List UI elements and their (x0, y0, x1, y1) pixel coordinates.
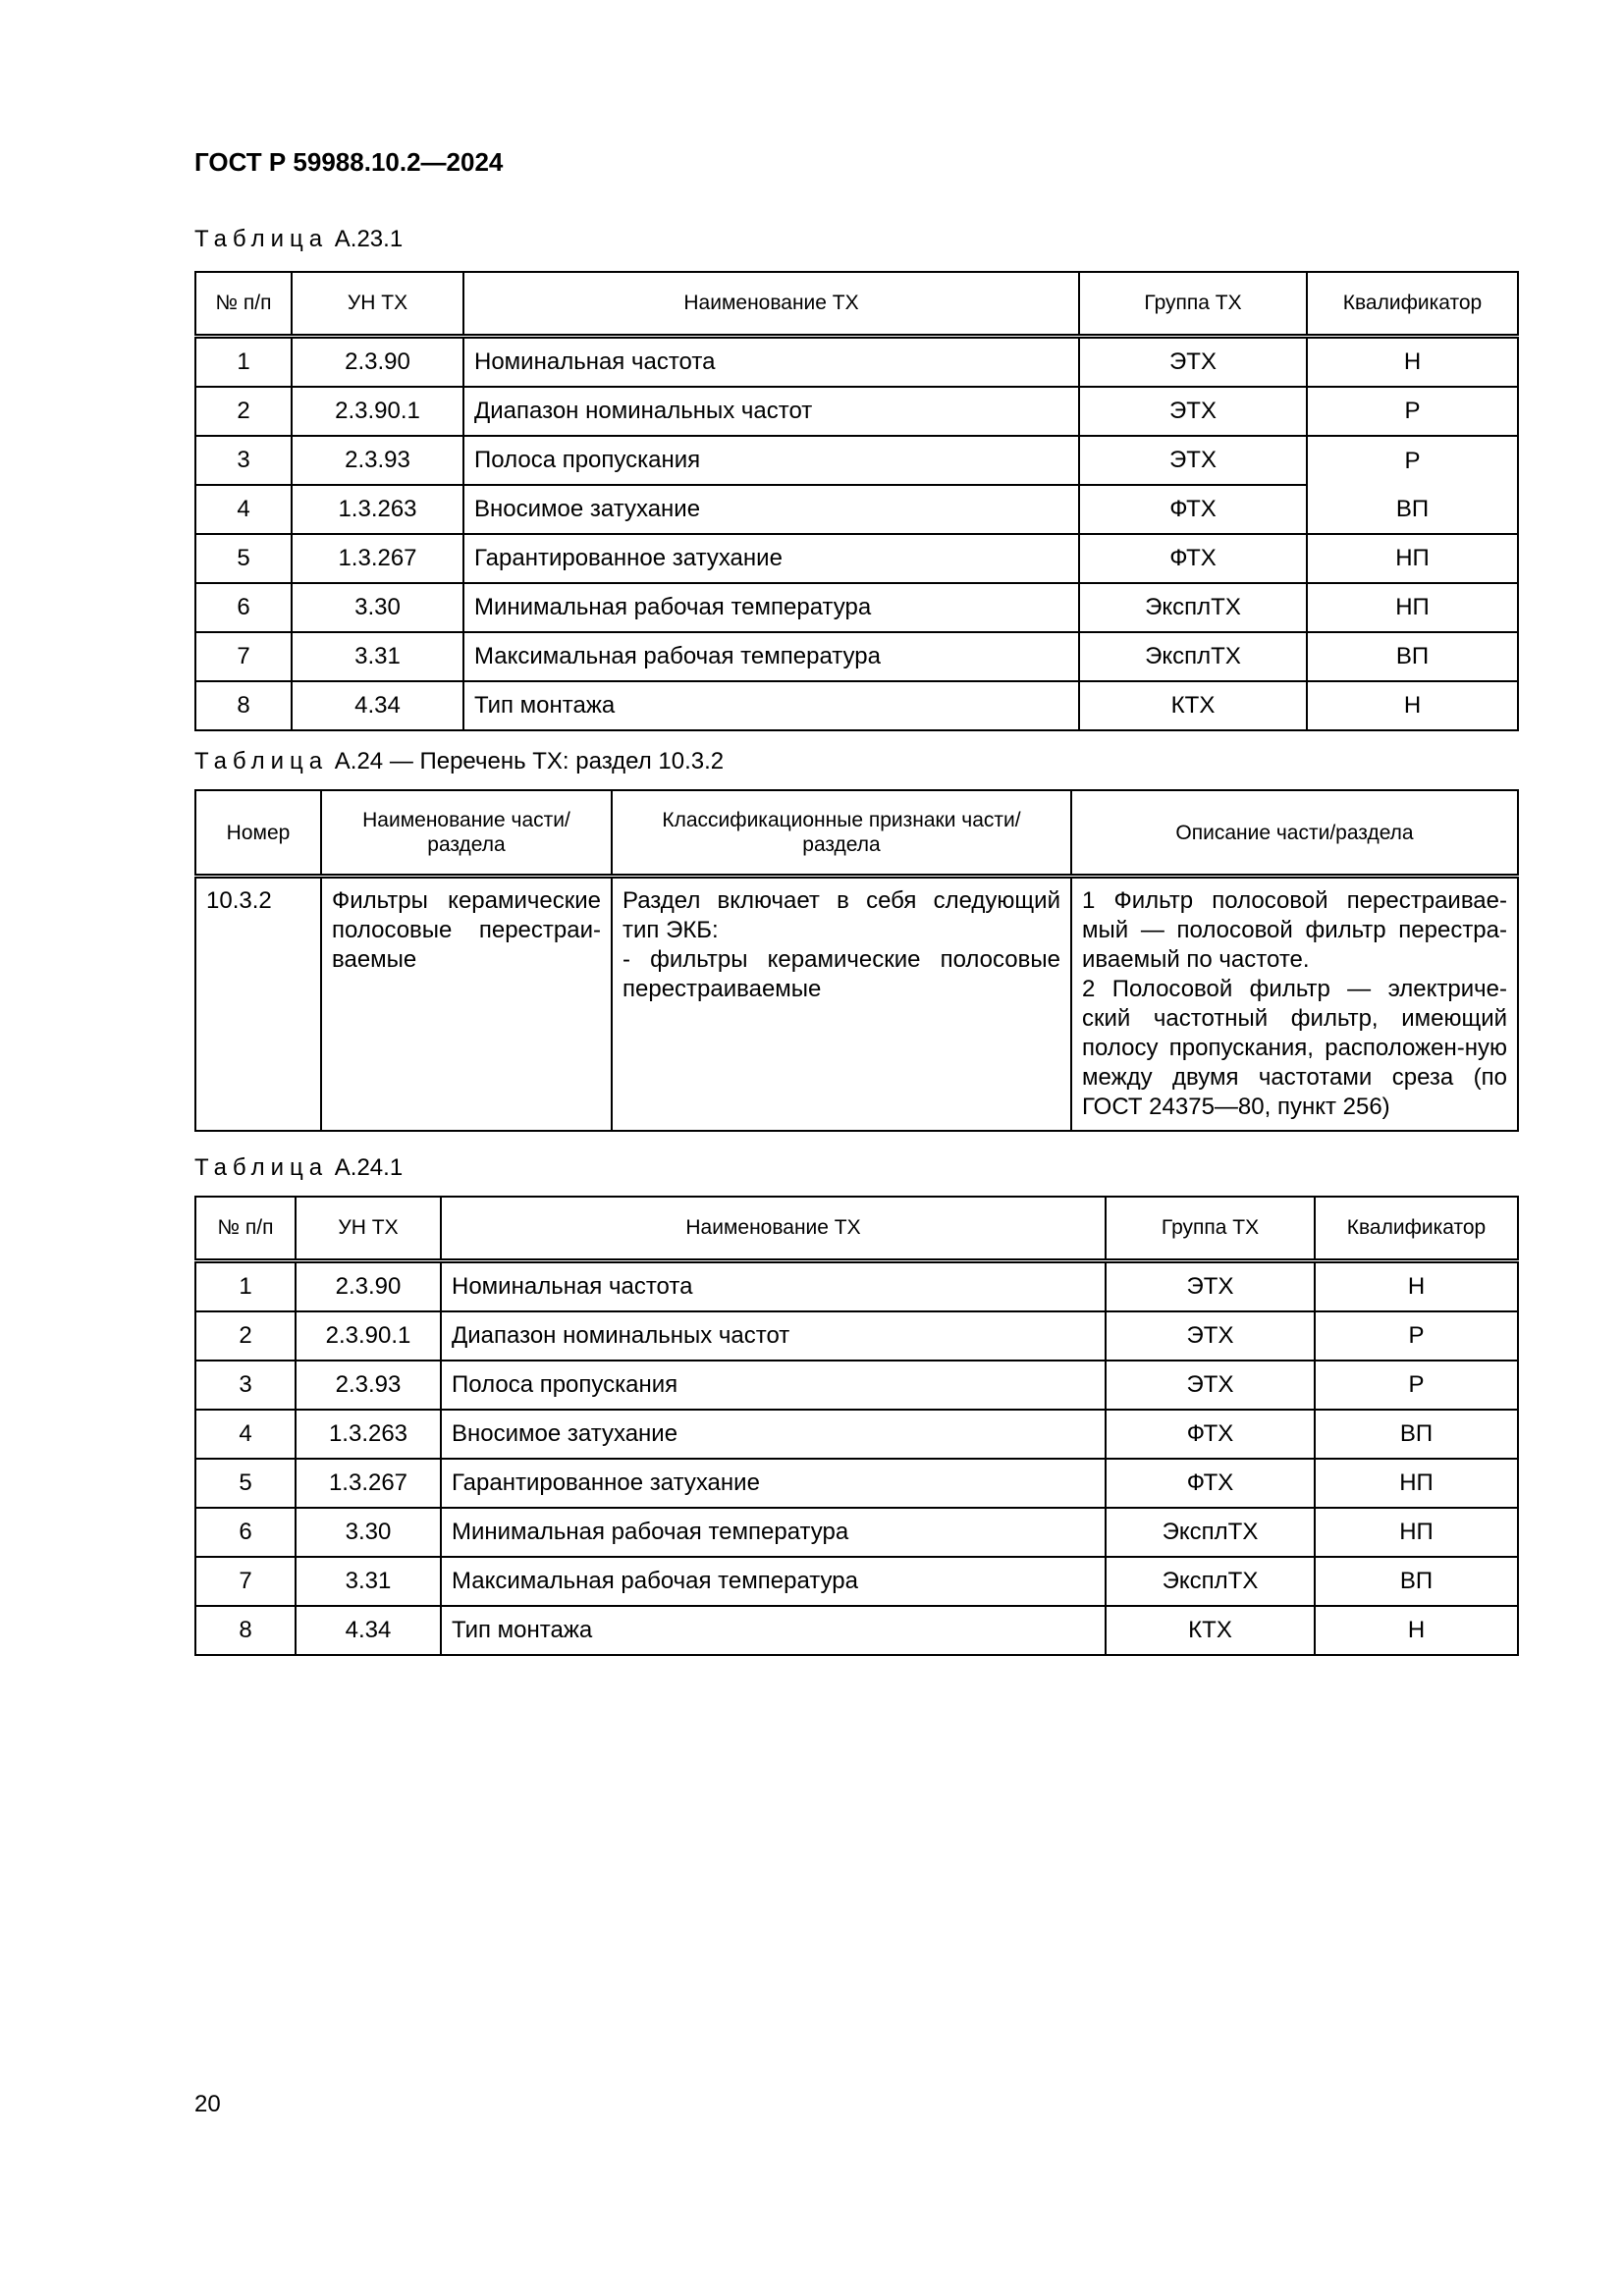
cell-code: 3.30 (292, 583, 463, 632)
classification-line: - фильтры керамические полосовые перестраиваемые (623, 946, 1060, 1002)
cell-code: 3.30 (296, 1508, 441, 1557)
cell-name: Номинальная частота (463, 337, 1079, 388)
cell-name: Гарантированное затухание (463, 534, 1079, 583)
table-row (195, 583, 1518, 632)
cell-name: Максимальная рабочая температура (441, 1557, 1106, 1606)
table-row (195, 337, 1518, 388)
cell-number: 6 (195, 583, 292, 632)
table-row (195, 1410, 1518, 1459)
cell-name: Минимальная рабочая температура (441, 1508, 1106, 1557)
table-a24-1-caption (194, 1154, 403, 1182)
cell-group: ЭТХ (1106, 1361, 1315, 1410)
cell-description (1071, 877, 1518, 1132)
cell-code: 3.31 (296, 1557, 441, 1606)
col-header-number: Номер (195, 790, 321, 877)
cell-group: ЭксплТХ (1106, 1557, 1315, 1606)
cell-number: 7 (195, 632, 292, 681)
table-header-row (195, 1197, 1518, 1261)
table-header-row (195, 790, 1518, 877)
table-row (195, 1459, 1518, 1508)
table-row (195, 1261, 1518, 1312)
cell-number: 5 (195, 1459, 296, 1508)
cell-group: ЭТХ (1079, 337, 1307, 388)
col-header-part-name: Наименование части/ раздела (321, 790, 612, 877)
caption-title: А.24 — Перечень ТХ: раздел 10.3.2 (334, 748, 725, 774)
table-row (195, 436, 1518, 485)
col-header-name: Наименование ТХ (441, 1197, 1106, 1261)
cell-code: 2.3.93 (292, 436, 463, 485)
cell-qualifier: Р (1307, 387, 1518, 436)
table-row (195, 485, 1518, 534)
col-header-name: Наименование ТХ (463, 272, 1079, 337)
cell-qualifier: ВП (1307, 632, 1518, 681)
cell-group: ЭксплТХ (1079, 632, 1307, 681)
col-header-number: № п/п (195, 1197, 296, 1261)
table-row (195, 632, 1518, 681)
col-header-qualifier: Квалификатор (1315, 1197, 1518, 1261)
cell-group: ЭТХ (1106, 1311, 1315, 1361)
cell-group: ЭксплТХ (1106, 1508, 1315, 1557)
cell-number: 2 (195, 1311, 296, 1361)
page-number: 20 (194, 2091, 221, 2117)
cell-code: 1.3.267 (292, 534, 463, 583)
caption-word: Таблица (194, 226, 329, 252)
caption-word: Таблица (194, 1154, 329, 1181)
col-header-description: Описание части/раздела (1071, 790, 1518, 877)
cell-number: 3 (195, 1361, 296, 1410)
table-a24-1 (194, 1196, 1519, 1656)
cell-qualifier: НП (1307, 583, 1518, 632)
table-row (195, 534, 1518, 583)
col-header-qualifier: Квалификатор (1307, 272, 1518, 337)
table-header-row (195, 272, 1518, 337)
table-row (195, 1606, 1518, 1655)
table-a23-1-caption (194, 226, 403, 253)
caption-word: Таблица (194, 748, 329, 774)
cell-name: Тип монтажа (441, 1606, 1106, 1655)
col-header-classification: Классификационные признаки части/ раздела (612, 790, 1071, 877)
cell-qualifier: Р (1307, 436, 1518, 485)
cell-qualifier: Р (1315, 1361, 1518, 1410)
cell-group: ЭТХ (1079, 436, 1307, 485)
cell-name: Гарантированное затухание (441, 1459, 1106, 1508)
cell-group: КТХ (1106, 1606, 1315, 1655)
cell-name: Полоса пропускания (463, 436, 1079, 485)
cell-code: 4.34 (292, 681, 463, 730)
description-line: 2 Полосовой фильтр — электриче-ский частотный фильтр, имеющий полосу пропускания, расположен-ную между двумя частотами среза (по ГОСТ 24375—80, пункт 256) (1082, 976, 1507, 1120)
cell-qualifier: Н (1307, 681, 1518, 730)
cell-code: 2.3.93 (296, 1361, 441, 1410)
caption-number: А.24.1 (334, 1154, 404, 1181)
cell-name: Вносимое затухание (441, 1410, 1106, 1459)
cell-number: 1 (195, 337, 292, 388)
table-a24-caption (194, 748, 724, 775)
cell-number: 10.3.2 (195, 877, 321, 1132)
cell-qualifier: ВП (1315, 1410, 1518, 1459)
cell-code: 3.31 (292, 632, 463, 681)
cell-qualifier: ВП (1307, 485, 1518, 534)
cell-qualifier: НП (1307, 534, 1518, 583)
cell-name: Минимальная рабочая температура (463, 583, 1079, 632)
cell-name: Тип монтажа (463, 681, 1079, 730)
table-a23-1 (194, 271, 1519, 731)
col-header-number: № п/п (195, 272, 292, 337)
table-row (195, 1361, 1518, 1410)
cell-name: Номинальная частота (441, 1261, 1106, 1312)
table-row (195, 1508, 1518, 1557)
description-line: 1 Фильтр полосовой перестраивае-мый — полосовой фильтр перестра-иваемый по частоте. (1082, 887, 1507, 973)
cell-group: ФТХ (1106, 1459, 1315, 1508)
table-row (195, 681, 1518, 730)
cell-number: 1 (195, 1261, 296, 1312)
col-header-code: УН ТХ (296, 1197, 441, 1261)
cell-group: ЭксплТХ (1079, 583, 1307, 632)
cell-group: ФТХ (1079, 534, 1307, 583)
cell-code: 1.3.267 (296, 1459, 441, 1508)
cell-qualifier: Н (1307, 337, 1518, 388)
cell-code: 2.3.90.1 (296, 1311, 441, 1361)
col-header-group: Группа ТХ (1106, 1197, 1315, 1261)
cell-number: 5 (195, 534, 292, 583)
cell-qualifier: НП (1315, 1508, 1518, 1557)
caption-number: А.23.1 (334, 226, 404, 252)
cell-part-name: Фильтры керамические полосовые перестраи-ваемые (321, 877, 612, 1132)
cell-name: Полоса пропускания (441, 1361, 1106, 1410)
table-row (195, 1311, 1518, 1361)
col-header-code: УН ТХ (292, 272, 463, 337)
cell-name: Диапазон номинальных частот (441, 1311, 1106, 1361)
cell-code: 2.3.90 (292, 337, 463, 388)
col-header-group: Группа ТХ (1079, 272, 1307, 337)
cell-code: 2.3.90 (296, 1261, 441, 1312)
cell-code: 1.3.263 (292, 485, 463, 534)
cell-code: 4.34 (296, 1606, 441, 1655)
cell-code: 2.3.90.1 (292, 387, 463, 436)
cell-number: 8 (195, 1606, 296, 1655)
cell-group: ФТХ (1079, 485, 1307, 534)
classification-line: Раздел включает в себя следующий тип ЭКБ: (623, 887, 1060, 943)
table-a24 (194, 789, 1519, 1132)
cell-qualifier: Н (1315, 1261, 1518, 1312)
cell-classification (612, 877, 1071, 1132)
cell-number: 8 (195, 681, 292, 730)
cell-number: 4 (195, 485, 292, 534)
cell-group: ФТХ (1106, 1410, 1315, 1459)
cell-name: Диапазон номинальных частот (463, 387, 1079, 436)
cell-qualifier: ВП (1315, 1557, 1518, 1606)
cell-qualifier: НП (1315, 1459, 1518, 1508)
cell-number: 3 (195, 436, 292, 485)
cell-name: Максимальная рабочая температура (463, 632, 1079, 681)
cell-group: ЭТХ (1106, 1261, 1315, 1312)
cell-code: 1.3.263 (296, 1410, 441, 1459)
cell-number: 2 (195, 387, 292, 436)
cell-qualifier: Н (1315, 1606, 1518, 1655)
table-row (195, 1557, 1518, 1606)
document-header: ГОСТ Р 59988.10.2—2024 (194, 147, 504, 177)
table-row (195, 387, 1518, 436)
table-row (195, 877, 1518, 1132)
cell-number: 4 (195, 1410, 296, 1459)
cell-group: ЭТХ (1079, 387, 1307, 436)
cell-group: КТХ (1079, 681, 1307, 730)
cell-name: Вносимое затухание (463, 485, 1079, 534)
cell-number: 6 (195, 1508, 296, 1557)
cell-qualifier: Р (1315, 1311, 1518, 1361)
cell-number: 7 (195, 1557, 296, 1606)
